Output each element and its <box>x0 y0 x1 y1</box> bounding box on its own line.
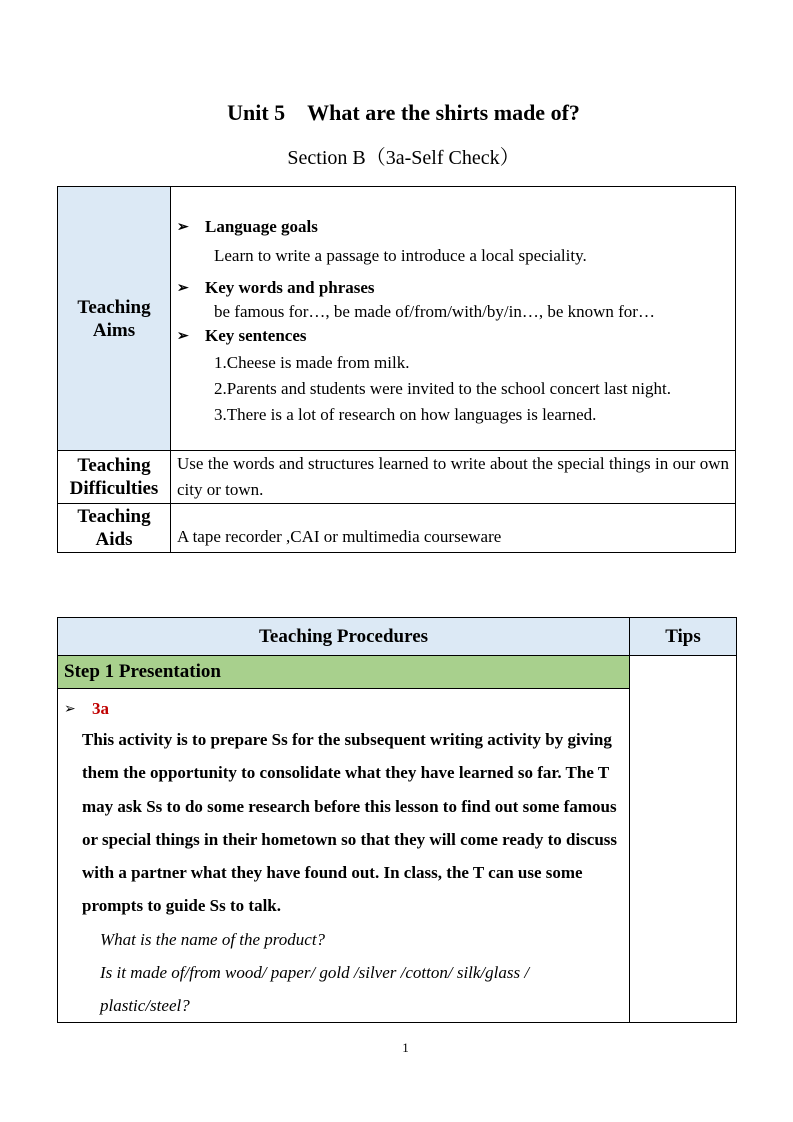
aids-label-line-1: Teaching <box>77 506 151 527</box>
activity-label: 3a <box>92 699 109 718</box>
language-goals-heading: Language goals <box>205 217 318 236</box>
key-sentences-item <box>177 326 735 346</box>
key-sentence: 1.Cheese is made from milk. <box>214 353 410 372</box>
tips-header: Tips <box>630 618 737 656</box>
page-number: 1 <box>402 1040 409 1055</box>
language-goals-item <box>177 217 735 237</box>
page-title: Unit 5 What are the shirts made of? <box>227 100 580 125</box>
aids-label-line-2: Aids <box>95 529 133 550</box>
key-sentence: 3.There is a lot of research on how languages is learned. <box>214 405 597 424</box>
aids-text: A tape recorder ,CAI or multimedia courseware <box>171 504 736 553</box>
key-sentence: 2.Parents and students were invited to the school concert last night. <box>214 379 672 398</box>
aids-label-cell <box>58 504 171 553</box>
bullet-arrow-icon: ➢ <box>177 328 189 344</box>
difficulties-text: Use the words and structures learned to write about the special things in our own city or town. <box>171 451 736 504</box>
aims-label-cell <box>58 187 171 451</box>
teaching-aims-table <box>57 186 736 553</box>
prompt-text: What is the name of the product? <box>100 929 326 949</box>
aims-label-line-1: Teaching <box>77 296 151 318</box>
bullet-arrow-icon: ➢ <box>177 280 189 296</box>
key-words-heading: Key words and phrases <box>205 278 375 297</box>
bullet-arrow-icon: ➢ <box>177 219 189 235</box>
prompt-text: Is it made of/from wood/ paper/ gold /silver /cotton/ silk/glass / plastic/steel? <box>100 962 530 1015</box>
difficulties-label-line-2: Difficulties <box>69 478 159 499</box>
teaching-procedures-table <box>57 617 737 1023</box>
key-words-item <box>177 278 735 298</box>
language-goals-text: Learn to write a passage to introduce a local speciality. <box>214 246 587 265</box>
step-title: Step 1 Presentation <box>58 656 630 689</box>
step-body-cell <box>58 689 630 1023</box>
difficulties-label-line-1: Teaching <box>77 455 151 476</box>
aims-content-cell <box>171 187 736 451</box>
activity-item <box>64 699 629 719</box>
bullet-arrow-icon: ➢ <box>64 701 76 717</box>
activity-description: This activity is to prepare Ss for the subsequent writing activity by giving them the opportunity to consolidate what they have learned so far. The T may ask Ss to do some research before this lesson to find out some famous or special things in their hometown so that they will come ready to discuss with a partner what they have found out. In class, the T can use some prompts to guide Ss to talk. <box>82 730 618 916</box>
key-sentences-heading: Key sentences <box>205 326 307 345</box>
difficulties-label-cell <box>58 451 171 504</box>
aims-label-line-2: Aims <box>92 319 136 341</box>
procedures-header: Teaching Procedures <box>58 618 630 656</box>
tips-cell <box>630 656 737 1023</box>
page-subtitle: Section B（3a-Self Check） <box>287 147 520 169</box>
key-sentences-list <box>214 350 735 428</box>
key-words-text: be famous for…, be made of/from/with/by/in…, be known for… <box>214 302 655 321</box>
